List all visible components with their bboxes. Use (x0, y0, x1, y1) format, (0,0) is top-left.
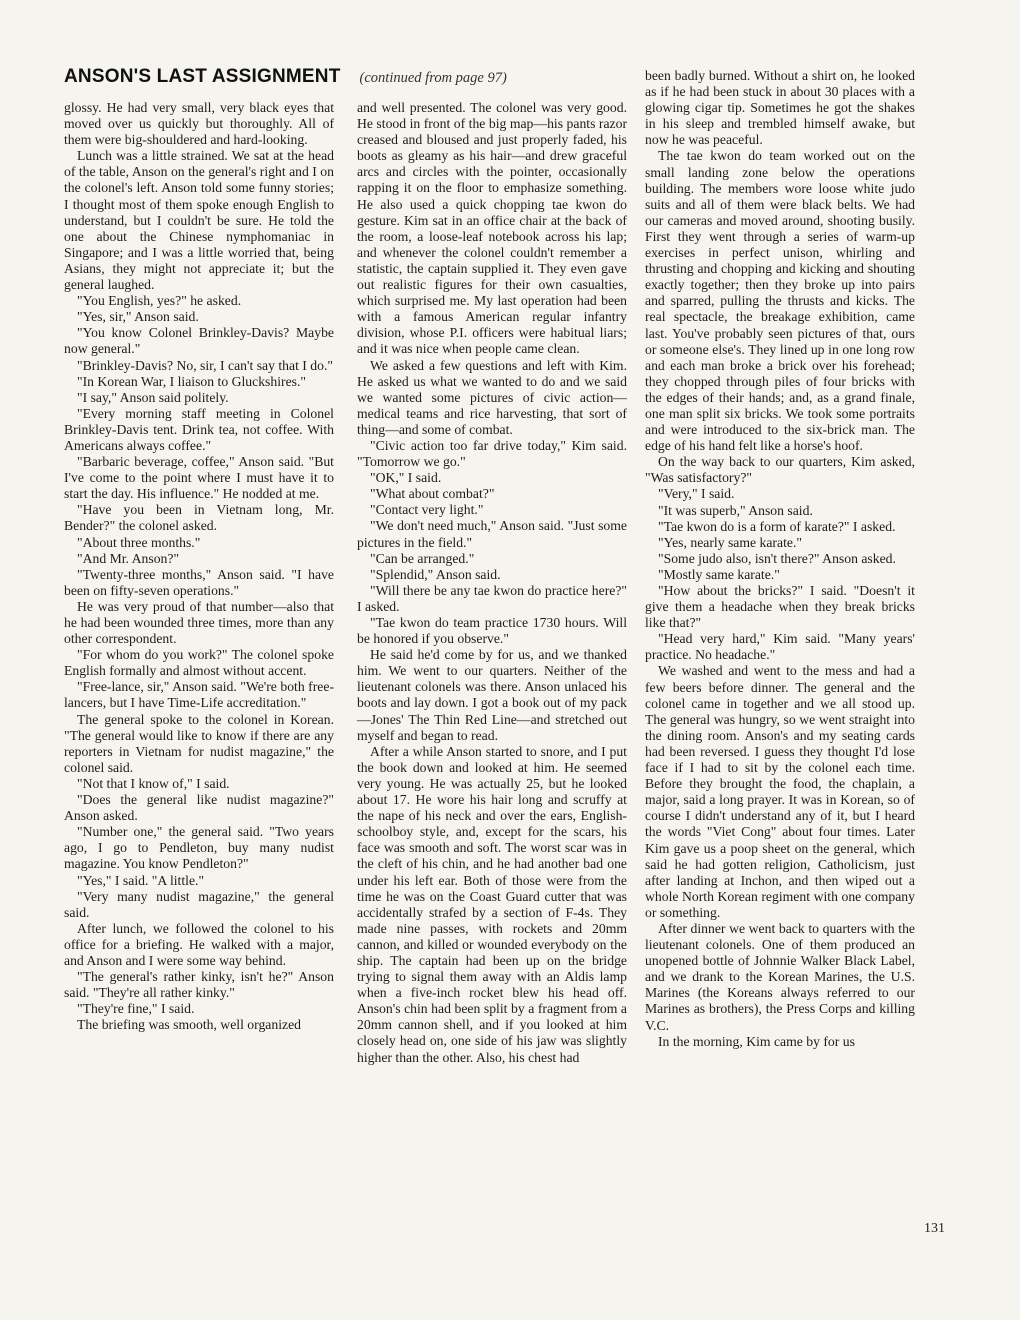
article-paragraph: The general spoke to the colonel in Korean. "The general would like to know if there are any reporters in Vietnam for nudist magazine," the colonel said. (64, 711, 334, 775)
article-paragraph: He was very proud of that number—also that he had been wounded three times, more than any other correspondent. (64, 598, 334, 647)
article-paragraph: "Will there be any tae kwon do practice here?" I asked. (357, 582, 627, 614)
article-paragraph: "About three months." (77, 534, 201, 550)
article-paragraph: "We don't need much," Anson said. "Just some pictures in the field." (357, 518, 627, 550)
article-paragraph: In the morning, Kim came by for us (658, 1033, 855, 1049)
article-paragraph: "Head very hard," Kim said. "Many years' practice. No headache." (645, 631, 915, 663)
article-paragraph: We washed and went to the mess and had a few beers before dinner. The general and the colonel came in together and we all stood up. The general was hungry, so we went straight into the dining room. Anson's and my seating cards had been reversed. I guess they thought I'd lose face if I had to sit by the colonel each time. Before they brought the food, the chaplain, a major, said a long prayer. It was in Korean, so of course I didn't understand any of it, but I heard the words "Viet Cong" about four times. Later Kim gave us a poop sheet on the general, which said he had gotten religion, Catholicism, just after landing at Inchon, and then wiped out a whole North Korean regiment with one company or something. (645, 663, 915, 920)
article-paragraph: He said he'd come by for us, and we thanked him. We went to our quarters. Neither of the lieutenant colonels was there. Anson unlaced his boots and lay down. I got a book out of my pack—Jones' The Thin Red Line—and stretched out myself and began to read. (357, 647, 627, 743)
article-paragraph: "I say," Anson said politely. (77, 389, 229, 405)
page-number: 131 (924, 1221, 945, 1236)
article-paragraph: "Yes," I said. "A little." (77, 872, 205, 888)
article-paragraph: "Very," I said. (658, 486, 735, 502)
article-paragraph: The tae kwon do team worked out on the small landing zone below the operations building. The members wore loose white judo suits and all of them were black belts. We had our cameras and moved around, shooting busily. First they went through a series of warm-up exercises in perfect unison, whirling and thrusting and chopping and kicking and shouting exactly together; then they broke up into pairs and sparred, pulling the thrusts and kicks. The real spectacle, the breakage exhibition, came last. You've probably seen pictures of that, ours or someone else's. They lined up in one long row and each man broke a brick over his forehead; they chopped through piles of four bricks with the edges of their hands; and, as a grand finale, one man split six bricks. We took some portraits and were introduced to the six-brick man. The edge of his hand felt like a horse's hoof. (645, 148, 915, 454)
article-paragraph: "Yes, nearly same karate." (658, 534, 802, 550)
article-paragraph: "OK," I said. (370, 470, 442, 486)
article-paragraph: "Twenty-three months," Anson said. "I have been on fifty-seven operations." (64, 566, 334, 598)
article-paragraph: "Number one," the general said. "Two years ago, I go to Pendleton, buy many nudist magazine. You know Pendleton?" (64, 824, 334, 872)
article-paragraph: The briefing was smooth, well organized (77, 1017, 302, 1033)
article-paragraph: "In Korean War, I liaison to Gluckshires." (77, 373, 306, 389)
article-paragraph: "Can be arranged." (370, 550, 475, 566)
article-paragraph: After dinner we went back to quarters with the lieutenant colonels. One of them produced an unopened bottle of Johnnie Walker Black Label, and we drank to the Korean Marines, the U.S. Marines (the Koreans always referred to our Marines as brothers), the Press Corps and killing V.C. (645, 920, 915, 1033)
article-paragraph: "They're fine," I said. (77, 1001, 195, 1017)
article-paragraph: "Every morning staff meeting in Colonel Brinkley-Davis tent. Drink tea, not coffee. With Americans always coffee." (64, 405, 334, 453)
article-paragraph: After lunch, we followed the colonel to his office for a briefing. He walked with a major, and Anson and I were some way behind. (64, 920, 334, 968)
article-title: ANSON'S LAST ASSIGNMENT (64, 66, 341, 87)
article-paragraph: "What about combat?" (370, 486, 495, 502)
article-paragraph: Lunch was a little strained. We sat at the head of the table, Anson on the general's right and I on the colonel's left. Anson told some funny stories; I thought most of them spoke enough English to understand, but I couldn't be sure. He told the one about the Chinese nymphomaniac in Singapore; and I was a little worried that, being Asians, they might not appreciate it; but the general laughed. (64, 148, 334, 293)
article-paragraph: "Some judo also, isn't there?" Anson asked. (658, 550, 896, 566)
article-paragraph: "Have you been in Vietnam long, Mr. Bender?" the colonel asked. (64, 502, 334, 534)
article-paragraph: "Tae kwon do team practice 1730 hours. Will be honored if you observe." (357, 615, 627, 647)
article-paragraph: "Mostly same karate." (658, 566, 780, 582)
article-paragraph: "Brinkley-Davis? No, sir, I can't say that I do." (77, 357, 333, 373)
article-paragraph: "Civic action too far drive today," Kim said. "Tomorrow we go." (357, 437, 627, 470)
text-column-1 (64, 100, 334, 1033)
article-paragraph: "You English, yes?" he asked. (77, 293, 242, 309)
article-paragraph: "For whom do you work?" The colonel spoke English formally and almost without accent. (64, 647, 334, 679)
article-paragraph: and well presented. The colonel was very good. He stood in front of the big map—his pants razor creased and bloused and just properly faded, his boots as gleamy as his hair—and drew graceful arcs and circles with the pointer, occasionally rapping it on the floor to emphasize something. He also used a quick chopping tae kwon do gesture. Kim sat in an office chair at the back of the room, a loose-leaf notebook across his lap; and whenever the colonel couldn't remember a statistic, the captain supplied it. They even gave out realistic figures for their own casualties, which surprised me. My last operation had been with a famous American regular infantry division, whose P.I. officers were habitual liars; and it was nice when people came clean. (357, 100, 627, 357)
text-column-3 (645, 68, 915, 1050)
article-paragraph: "Tae kwon do is a form of karate?" I asked. (658, 518, 896, 534)
article-paragraph: On the way back to our quarters, Kim asked, "Was satisfactory?" (645, 454, 915, 486)
article-paragraph: "You know Colonel Brinkley-Davis? Maybe now general." (64, 325, 334, 357)
article-paragraph: been badly burned. Without a shirt on, he looked as if he had been stuck in about 30 places with a glowing cigar tip. Sometimes he got the shakes in his sleep and trembled himself awake, but now he was peaceful. (645, 68, 915, 148)
article-paragraph: "Very many nudist magazine," the general said. (64, 888, 334, 920)
article-paragraph: "Yes, sir," Anson said. (77, 309, 199, 325)
article-paragraph: "Free-lance, sir," Anson said. "We're both free-lancers, but I have Time-Life accreditation." (64, 679, 334, 711)
article-paragraph: "Not that I know of," I said. (77, 775, 230, 791)
article-paragraph: "Splendid," Anson said. (370, 566, 501, 582)
article-paragraph: "Does the general like nudist magazine?" Anson asked. (64, 792, 334, 824)
article-paragraph: "And Mr. Anson?" (77, 550, 180, 566)
article-paragraph: We asked a few questions and left with Kim. He asked us what we wanted to do and we said we wanted some pictures of civic action—medical teams and rice harvesting, that sort of thing—and some of combat. (357, 357, 627, 437)
article-paragraph: After a while Anson started to snore, and I put the book down and looked at him. He seemed very young. He was actually 25, but he looked about 17. He wore his hair long and scruffy at the nape of his neck and over the ears, English-schoolboy style, and, except for the scars, his face was smooth and soft. The worst scar was in the cleft of his chin, and he had another bad one under his left ear. Both of those were from the time he was on the Coast Guard cutter that was accidentally strafed by a section of F-4s. They made nine passes, with rockets and 20mm cannon, and killed or wounded everybody on the ship. The captain had been up on the bridge trying to signal them away with an Aldis lamp when a five-inch rocket blew his head off. Anson's chin had been split by a fragment from a 20mm cannon shell, and if you looked at him closely head on, one side of his jaw was slightly higher than the other. Also, his chest had (357, 743, 627, 1065)
text-column-2 (357, 100, 627, 1066)
article-paragraph: "Contact very light." (370, 502, 484, 518)
article-paragraph: glossy. He had very small, very black eyes that moved over us quickly but thoroughly. All of them were big-shouldered and hard-looking. (64, 100, 334, 148)
continued-note: (continued from page 97) (359, 70, 507, 86)
article-paragraph: "How about the bricks?" I said. "Doesn't it give them a headache when they break bricks like that?" (645, 583, 915, 631)
article-paragraph: "It was superb," Anson said. (658, 502, 813, 518)
article-paragraph: "Barbaric beverage, coffee," Anson said. "But I've come to the point where I must have it to start the day. His influence." He nodded at me. (64, 454, 334, 502)
article-header (64, 66, 507, 92)
article-paragraph: "The general's rather kinky, isn't he?" Anson said. "They're all rather kinky." (64, 969, 334, 1001)
